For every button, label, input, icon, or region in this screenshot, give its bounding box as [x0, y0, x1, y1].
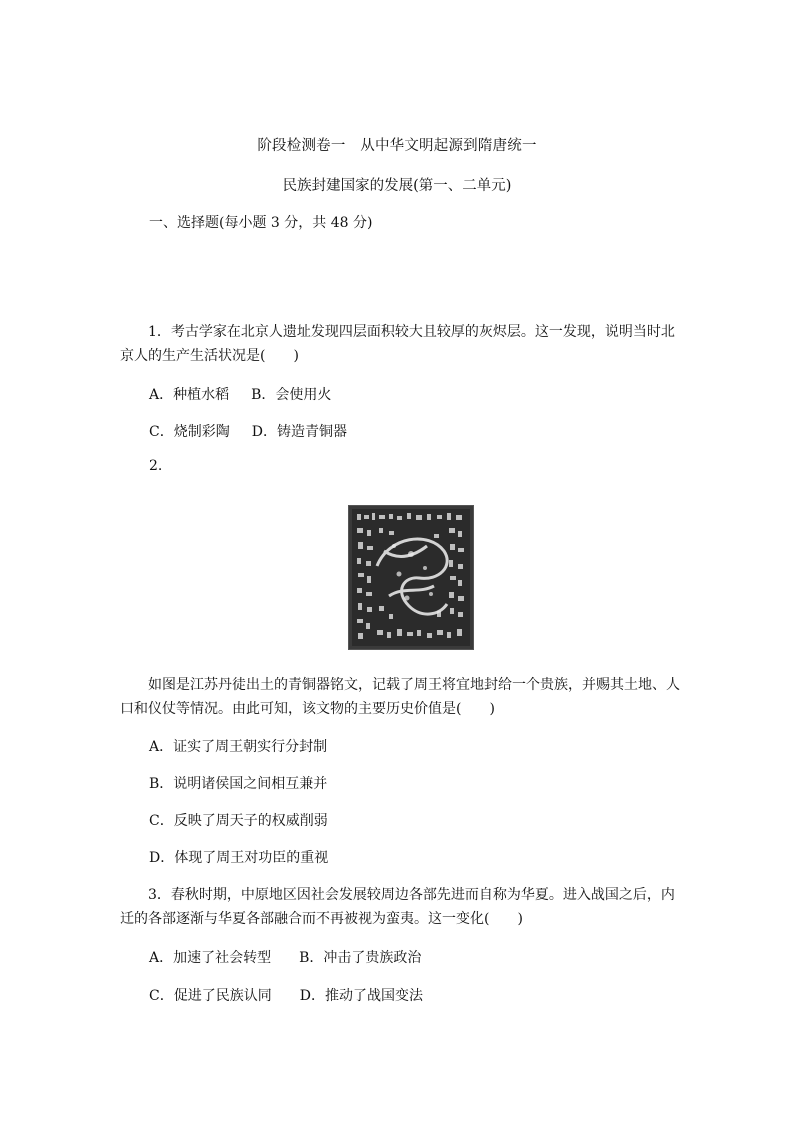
question-1-option-a: A．种植水稻 — [149, 387, 230, 403]
question-3-options-row-1 — [149, 947, 421, 967]
page-title: 阶段检测卷一 从中华文明起源到隋唐统一 — [257, 138, 537, 154]
page-subtitle: 民族封建国家的发展(第一、二单元) — [282, 178, 512, 194]
question-2-option-c: C．反映了周天子的权威削弱 — [149, 813, 328, 829]
question-3-option-d: D．推动了战国变法 — [299, 988, 423, 1004]
question-3-stem: 3．春秋时期，中原地区因社会发展较周边各部先进而自称为华夏。进入战国之后，内迁的各部逐渐与华夏各部融合而不再被视为蛮夷。这一变化( ) — [120, 887, 675, 927]
question-1-options-row-2 — [149, 421, 347, 441]
question-1-option-b: B．会使用火 — [251, 387, 332, 403]
question-2-number: 2. — [149, 458, 163, 474]
question-1-stem: 1．考古学家在北京人遗址发现四层面积较大且较厚的灰烬层。这一发现，说明当时北京人的生产生活状况是( ) — [120, 324, 675, 364]
question-2-stem: 如图是江苏丹徒出土的青铜器铭文，记载了周王将宜地封给一个贵族，并赐其土地、人口和仪仗等情况。由此可知，该文物的主要历史价值是( ) — [120, 677, 680, 717]
question-2-option-d: D．体现了周王对功臣的重视 — [149, 850, 329, 866]
question-1-option-d: D．铸造青铜器 — [251, 424, 347, 440]
question-1-option-c: C．烧制彩陶 — [149, 424, 230, 440]
question-2-option-b: B．说明诸侯国之间相互兼并 — [149, 776, 328, 792]
section-heading: 一、选择题(每小题 3 分，共 48 分) — [149, 215, 373, 231]
bronze-inscription-rubbing-image — [348, 505, 474, 650]
question-2-option-a: A．证实了周王朝实行分封制 — [149, 739, 328, 755]
question-3-option-b: B．冲击了贵族政治 — [299, 950, 422, 966]
question-1-options-row-1 — [149, 384, 331, 404]
question-3-option-a: A．加速了社会转型 — [149, 950, 272, 966]
question-3-options-row-2 — [149, 985, 423, 1005]
question-3-option-c: C．促进了民族认同 — [149, 988, 272, 1004]
rubbing-illustration — [349, 506, 473, 649]
